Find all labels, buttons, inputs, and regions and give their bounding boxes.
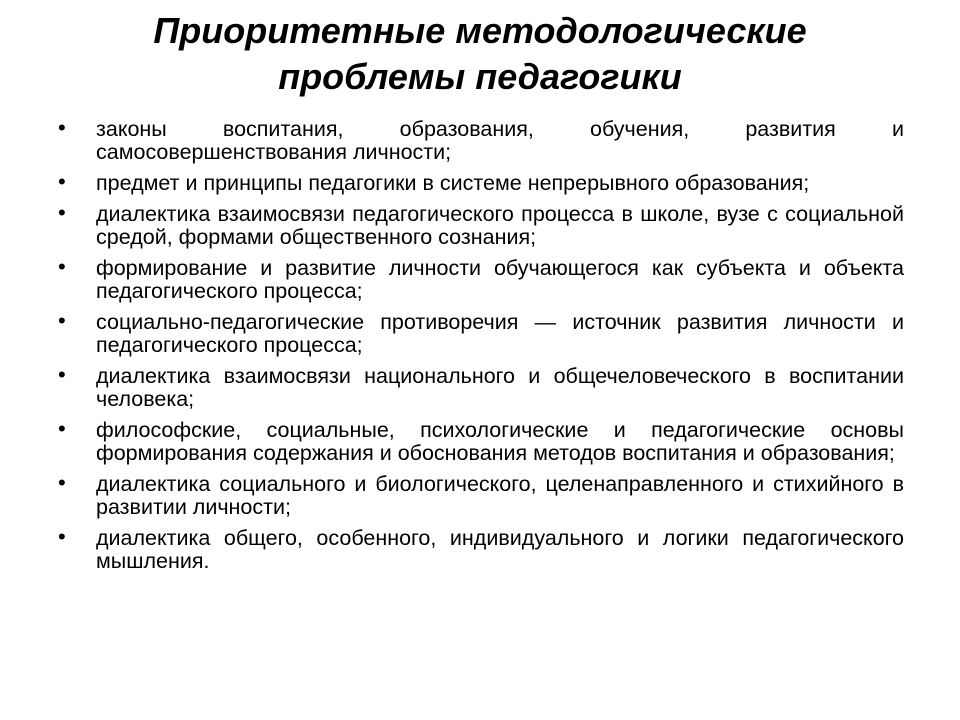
bullet-text: философские, социальные, психологические и педагогические основы формирования содержания и обоснования методов воспитания и образования; — [96, 418, 904, 465]
bullet-icon: • — [58, 115, 66, 140]
bullet-item-5 — [58, 308, 904, 357]
bullet-list — [58, 115, 904, 581]
bullet-icon: • — [58, 169, 66, 194]
bullet-item-3 — [58, 200, 904, 249]
bullet-icon: • — [58, 470, 66, 495]
bullet-text: социально-педагогические противоречия — источник развития личности и педагогического процесса; — [96, 310, 904, 357]
bullet-text: диалектика социального и биологического, целенаправленного и стихийного в развитии личности; — [96, 472, 904, 519]
bullet-item-2 — [58, 169, 904, 195]
bullet-icon: • — [58, 416, 66, 441]
bullet-icon: • — [58, 308, 66, 333]
bullet-item-4 — [58, 254, 904, 303]
bullet-text: диалектика взаимосвязи национального и общечеловеческого в воспитании человека; — [96, 364, 904, 411]
bullet-item-8 — [58, 470, 904, 519]
bullet-text: формирование и развитие личности обучающегося как субъекта и объекта педагогического процесса; — [96, 256, 904, 303]
bullet-item-6 — [58, 362, 904, 411]
bullet-text: законы воспитания, образования, обучения, развития и самосовершенствования личности; — [96, 117, 904, 164]
bullet-item-7 — [58, 416, 904, 465]
bullet-text: диалектика общего, особенного, индивидуального и логики педагогического мышления. — [96, 526, 904, 573]
bullet-item-1 — [58, 115, 904, 164]
bullet-icon: • — [58, 524, 66, 549]
slide-title-line-1: Приоритетные методологические — [153, 10, 807, 51]
slide-title-line-2: проблемы педагогики — [278, 56, 682, 97]
bullet-icon: • — [58, 200, 66, 225]
slide-title — [60, 8, 900, 100]
bullet-item-9 — [58, 524, 904, 573]
bullet-icon: • — [58, 254, 66, 279]
bullet-text: предмет и принципы педагогики в системе непрерывного образования; — [96, 171, 810, 195]
bullet-text: диалектика взаимосвязи педагогического процесса в школе, вузе с социальной средой, формами общественного сознания; — [96, 202, 904, 249]
bullet-icon: • — [58, 362, 66, 387]
